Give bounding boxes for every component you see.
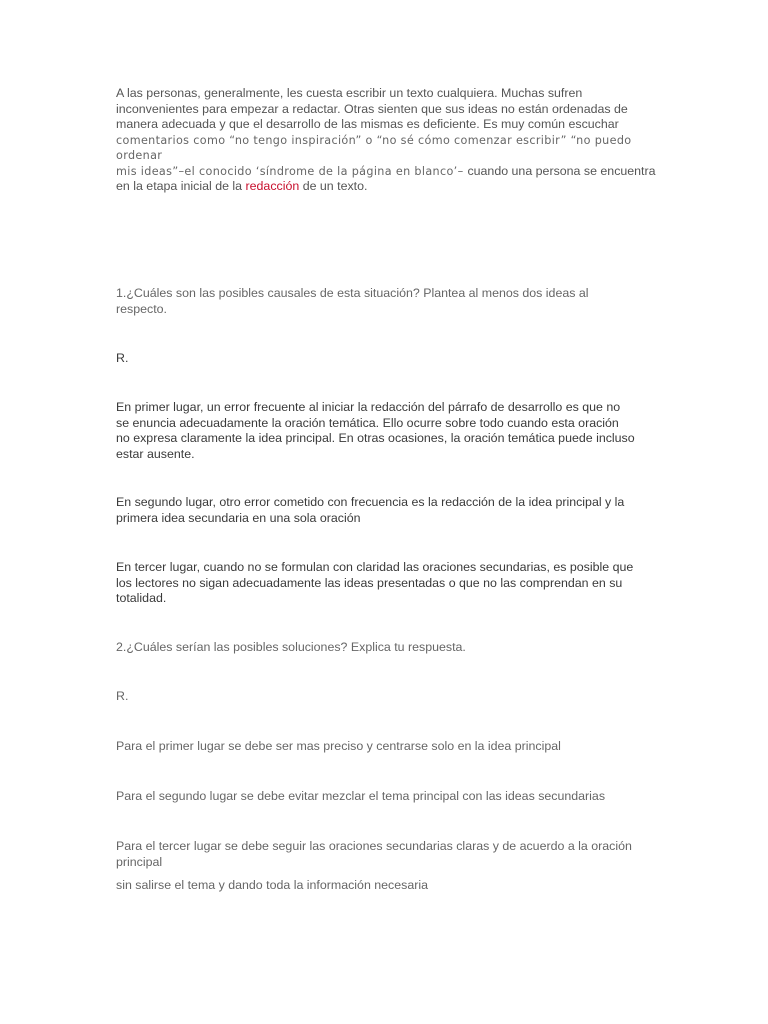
answer-line: se enuncia adecuadamente la oración temática. Ello ocurre sobre todo cuando esta oración: [116, 415, 619, 430]
solution-4: sin salirse el tema y dando toda la información necesaria: [116, 878, 428, 892]
intro-line: [116, 179, 656, 195]
answer-line: En tercer lugar, cuando no se formulan con claridad las oraciones secundarias, es posible que: [116, 560, 634, 574]
intro-line: comentarios como “no tengo inspiración” o “no sé cómo comenzar escribir” “no puedo ordenar: [116, 133, 632, 162]
solution-line: principal: [116, 854, 163, 869]
intro-text: cuando una persona se encuentra: [467, 163, 656, 178]
intro-quote: mis ideas”: [116, 164, 179, 178]
answer-paragraph-1: [116, 400, 656, 462]
answer-line: totalidad.: [116, 591, 167, 605]
solution-line: Para el tercer lugar se debe seguir las oraciones secundarias claras y de acuerdo a la oración: [116, 839, 632, 853]
intro-quote: –el conocido ‘síndrome de la página en blanco’–: [178, 164, 468, 178]
question-line: respecto.: [116, 301, 167, 316]
answer-line: los lectores no sigan adecuadamente las ideas presentadas o que no las comprendan en su: [116, 575, 623, 590]
intro-paragraph: [116, 86, 656, 195]
question-line: 1.¿Cuáles son las posibles causales de esta situación? Plantea al menos dos ideas al: [116, 286, 589, 300]
answer-line: primera idea secundaria en una sola oración: [116, 510, 361, 525]
solution-1: Para el primer lugar se debe ser mas preciso y centrarse solo en la idea principal: [116, 739, 561, 753]
intro-text: de un texto.: [299, 179, 368, 193]
answer-paragraph-2: [116, 495, 656, 526]
intro-text: en la etapa inicial de la: [116, 179, 246, 193]
intro-line: manera adecuada y que el desarrollo de las mismas es deficiente. Es muy común escuchar: [116, 117, 619, 131]
answer-line: En primer lugar, un error frecuente al iniciar la redacción del párrafo de desarrollo es que no: [116, 400, 621, 414]
answer-line: En segundo lugar, otro error cometido con frecuencia es la redacción de la idea principal y la: [116, 495, 625, 509]
intro-line: [116, 164, 656, 180]
answer-line: estar ausente.: [116, 446, 195, 461]
question-1: [116, 286, 656, 317]
question-2: 2.¿Cuáles serían las posibles soluciones? Explica tu respuesta.: [116, 640, 466, 654]
intro-line: inconvenientes para empezar a redactar. Otras sienten que sus ideas no están ordenadas de: [116, 101, 628, 116]
solution-3: [116, 839, 656, 870]
answer-marker-1: R.: [116, 351, 129, 365]
answer-paragraph-3: [116, 560, 656, 607]
answer-marker-2: R.: [116, 689, 129, 703]
redaccion-link[interactable]: redacción: [245, 179, 300, 193]
intro-line: A las personas, generalmente, les cuesta escribir un texto cualquiera. Muchas sufren: [116, 86, 583, 100]
answer-line: no expresa claramente la idea principal. En otras ocasiones, la oración temática puede incluso: [116, 431, 635, 445]
solution-2: Para el segundo lugar se debe evitar mezclar el tema principal con las ideas secundarias: [116, 789, 606, 803]
